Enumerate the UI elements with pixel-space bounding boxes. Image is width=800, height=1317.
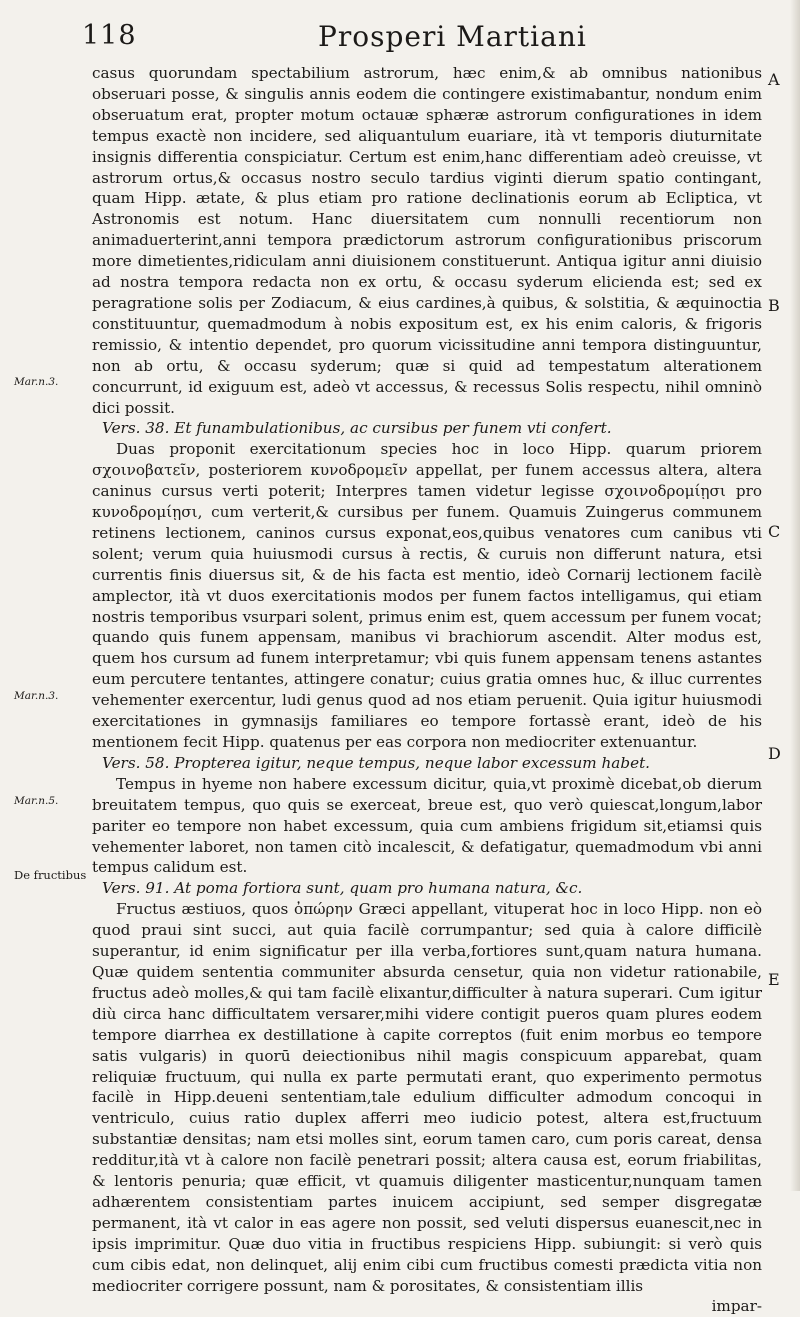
section-letter-a: A — [768, 70, 780, 89]
verse-heading-38: Vers. 38. Et funambulationibus, ac cursibus per funem vti confert. — [102, 419, 612, 438]
margin-note-de-fructibus: De fructibus — [14, 868, 87, 882]
section-letter-b: B — [768, 296, 780, 315]
verse-heading-91: Vers. 91. At poma fortiora sunt, quam pro humana natura, &c. — [102, 879, 583, 898]
catchword: impar- — [711, 1297, 762, 1316]
verse-heading-58: Vers. 58. Propterea igitur, neque tempus, neque labor excessum habet. — [102, 753, 650, 772]
paragraph-winter: Tempus in hyeme non habere excessum dicitur, quia,vt proximè dicebat,ob dierum breuitatem tempus, quo quis se exerceat, breue est, quo verò quiescat,longum,labor pariter eo tempore non habet excessum, quia cum ambiens frigidum sit,etiamsi quis vehementer laboret, non tamen citò incalescit, & defatigatur, quemadmodum vbi anni tempus calidum est. — [92, 774, 762, 877]
body-text — [92, 63, 762, 1317]
page-header — [0, 10, 800, 54]
paragraph-astronomy: casus quorundam spectabilium astrorum, hæc enim,& ab omnibus nationibus obseruari posse, & singulis annis eodem die contingere existimabantur, nondum enim obseruatum erat, propter motum octauæ sphæræ astrorum configurationes in idem tempus exactè non incidere, sed aliquantulum euariare, ità vt temporis diuturnitate insignis differentia conspiciatur. Certum est enim,hanc differentiam adeò creuisse, vt astrorum ortus,& occasus nostro seculo tardius viginti dierum spatio contingant, quam Hipp. ætate, & plus etiam pro ratione declinationis eorum ab Ecliptica, vt Astronomis est notum. Hanc diuersitatem cum nonnulli recentiorum non animaduerterint,anni tempora prædictorum astrorum configurationibus priscorum more dimetientes,ridiculam anni diuisionem constituerunt. Antiqua igitur anni diuisio ad nostra tempora redacta non ex ortu, & occasu syderum elicienda est; sed ex peragratione solis per Zodiacum, & eius cardines,à quibus, & solstitia, & æquinoctia constituuntur, quemadmodum à nobis expositum est, ex his enim caloris, & frigoris remissio, & intentio dependet, pro quorum vicissitudine anni tempora distinguuntur, non ab ortu, & occasu syderum; quæ si quid ad tempestatum alterationem concurrunt, id exiguum est, adeò vt accessus, & recessus Solis respectu, nihil omninò dici possit. — [92, 64, 762, 417]
page-number: 118 — [82, 20, 137, 51]
margin-note: Mar.n.3. — [14, 376, 59, 388]
paragraph-fruits: Fructus æstiuos, quos ὀπώρην Græci appellant, vituperat hoc in loco Hipp. non eò quod praui sint succi, aut quia facilè corrumpantur; sed quia à calore difficilè superantur, id enim significatur per illa verba,fortiores sunt,quam natura humana. Quæ quidem sententia communiter absurda censetur, quia non videtur rationabile, fructus adeò molles,& qui tam facilè elixantur,difficulter à natura superari. Cum igitur diù circa hanc difficultatem versarer,mihi videre contigit pueros quam plures eodem tempore diarrhea ex destillatione à capite correptos (fuit enim morbus eo tempore satis vulgaris) in quorū deiectionibus nihil magis conspicuum apparebat, quam reliquiæ fructuum, qui nulla ex parte permutati erant, quo experimento permotus facilè in Hipp.deueni sententiam,tale edulium difficulter admodum concoqui in ventriculo, cuius ratio duplex afferri meo iudicio potest, altera est,fructuum substantiæ densitas; nam etsi molles sint, eorum tamen caro, cum poris careat, densa redditur,ità vt à calore non facilè penetrari possit; altera causa est, eorum friabilitas, & lentoris penuria; quæ efficit, vt quamuis diligenter masticentur,nunquam tamen adhærentem consistentiam partes inuicem accipiunt, sed semper disgregatæ permanent, ità vt calor in eas agere non possit, sed veluti dispersus euanescit,nec in ipsis imprimitur. Quæ duo vitia in fructibus respiciens Hipp. subiungit: si verò quis cum cibis edat, non delinquet, alij enim cibi cum fructibus comesti prædicta vitia non mediocriter corrigere possunt, nam & porositates, & consistentiam illis — [92, 900, 762, 1295]
margin-note: Mar.n.5. — [14, 795, 59, 807]
section-letter-d: D — [768, 744, 781, 763]
margin-note: Mar.n.3. — [14, 690, 59, 702]
section-letter-e: E — [768, 970, 780, 989]
section-letter-c: C — [768, 522, 781, 541]
running-title: Prosperi Martiani — [318, 20, 587, 53]
paragraph-exercises: Duas proponit exercitationum species hoc in loco Hipp. quarum priorem σχοινοβατεῖν, posteriorem κυνοδρομεῖν appellat, per funem accessus altera, altera caninus cursus verti poterit; Interpres tamen videtur legisse σχοινοδρομίῃσι pro κυνοδρομίῃσι, cum verterit,& cursibus per funem. Quamuis Zuingerus communem retinens lectionem, caninos cursus exponat,eos,quibus venatores cum canibus vti solent; verum quia huiusmodi cursus à rectis, & curuis non differunt natura, etsi currentis finis diuersus sit, & de his facta est mentio, ideò Cornarij lectionem facilè amplector, ità vt duos exercitationis modos per funem factos intelligamus, qui etiam nostris temporibus vsurpari solent, primus enim est, quem accessum per funem vocat; quando quis funem appensam, manibus vi brachiorum ascendit. Alter modus est, quem hos cursum ad funem interpretamur; vbi quis funem appensam tenens astantes eum percutere tentantes, attingere conatur; cuius gratia omnes huc, & illuc currentes vehementer exercentur, ludi genus quod ad nos etiam peruenit. Quia igitur huiusmodi exercitationes in gymnasijs familiares eo tempore fortassè erant, ideò de his mentionem fecit Hipp. quatenus per eas corpora non mediocriter extenuantur. — [92, 440, 762, 751]
page-edge-shadow — [790, 0, 800, 1191]
